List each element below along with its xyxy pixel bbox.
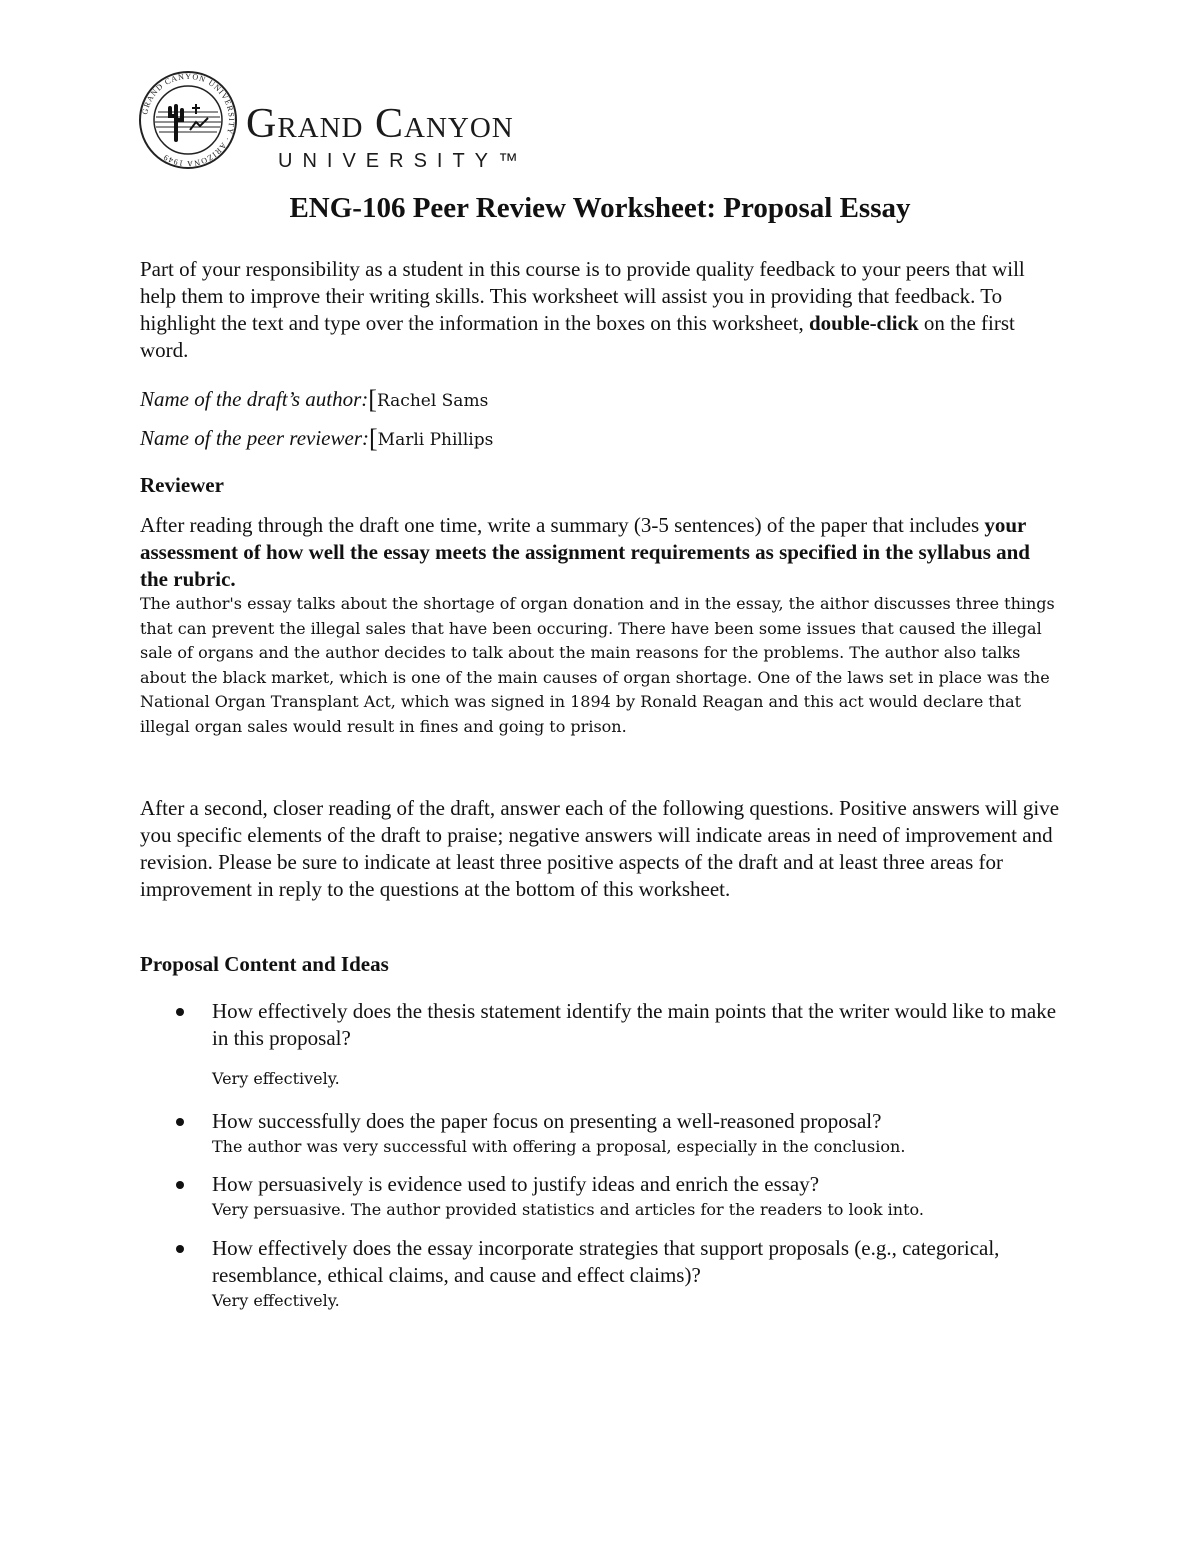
reviewer-value[interactable]: Marli Phillips [377, 430, 494, 450]
question-text: How persuasively is evidence used to justify ideas and enrich the essay? [212, 1172, 820, 1196]
prompt-bold-text: your assessment of how well the essay meets the assignment requirements as specified in the syllabus and the rubric. [140, 513, 1030, 591]
bullet-icon [176, 1181, 184, 1189]
second-reading-paragraph: After a second, closer reading of the draft, answer each of the following questions. Positive answers will give you specific elements of the draft to praise; negative answers will indicate areas in need of improvement and revision. Please be sure to indicate at least three positive aspects of the draft and at least three areas for improvement in reply to the questions at the bottom of this worksheet. [140, 796, 1060, 901]
bullet-icon [176, 1245, 184, 1253]
author-field [140, 385, 488, 415]
logo-line-1: Grand Canyon [246, 101, 514, 147]
seal-text: GRAND CANYON UNIVERSITY · ARIZONA 1949 [140, 71, 237, 169]
question-item [140, 998, 1070, 1091]
reviewer-label: Name of the peer reviewer: [140, 426, 369, 450]
university-seal-icon [138, 70, 238, 170]
reviewer-heading: Reviewer [140, 473, 224, 497]
answer-text[interactable]: Very persuasive. The author provided statistics and articles for the readers to look into. [212, 1200, 924, 1219]
intro-bold-text: double-click [808, 311, 919, 335]
answer-text[interactable]: Very effectively. [212, 1069, 340, 1088]
form-field-bracket: [ [368, 424, 378, 453]
page-title: ENG-106 Peer Review Worksheet: Proposal Essay [289, 192, 911, 224]
question-text: How effectively does the essay incorporate strategies that support proposals (e.g., categorical, resemblance, ethical claims, and cause and effect claims)? [212, 1236, 1000, 1287]
question-item [140, 1235, 1070, 1313]
form-field-bracket: [ [368, 385, 377, 414]
logo-wordmark [246, 101, 529, 173]
question-item [140, 1171, 1070, 1222]
reviewer-field [140, 424, 493, 454]
answer-text[interactable]: The author was very successful with offering a proposal, especially in the conclusion. [212, 1137, 906, 1156]
author-label: Name of the draft’s author: [140, 387, 369, 411]
author-value[interactable]: Rachel Sams [376, 391, 489, 411]
intro-text: Part of your responsibility as a student in this course is to provide quality feedback to your peers that will help them to improve their writing skills. This worksheet will assist you in providing that feedback. To highlight the text and type over the information in the boxes on this worksheet, [140, 257, 1025, 335]
summary-answer[interactable]: The author's essay talks about the shortage of organ donation and in the essay, the aithor discusses three things that can prevent the illegal sales that have been occuring. There have been some issues that caused the illegal sale of organs and the author decides to talk about the main reasons for the problems. The author also talks about the black market, which is one of the main causes of organ shortage. One of the laws set in place was the National Organ Transplant Act, which was signed in 1894 by Ronald Reagan and this act would declare that illegal organ sales would result in fines and going to prison. [140, 594, 1055, 736]
summary-prompt [140, 512, 1060, 593]
intro-paragraph [140, 256, 1060, 364]
bullet-icon [176, 1118, 184, 1126]
question-item [140, 1108, 1070, 1159]
logo-line-2: UNIVERSITY™ [278, 150, 529, 172]
question-text: How successfully does the paper focus on presenting a well-reasoned proposal? [212, 1109, 882, 1133]
university-logo [138, 70, 598, 170]
question-text: How effectively does the thesis statement identify the main points that the writer would like to make in this proposal? [212, 999, 1057, 1050]
content-heading: Proposal Content and Ideas [140, 952, 389, 976]
bullet-icon [176, 1008, 184, 1016]
intro-text-end: on the first word. [140, 311, 1015, 362]
answer-text[interactable]: Very effectively. [212, 1291, 340, 1310]
prompt-text: After reading through the draft one time, write a summary (3-5 sentences) of the paper that includes [140, 513, 985, 537]
